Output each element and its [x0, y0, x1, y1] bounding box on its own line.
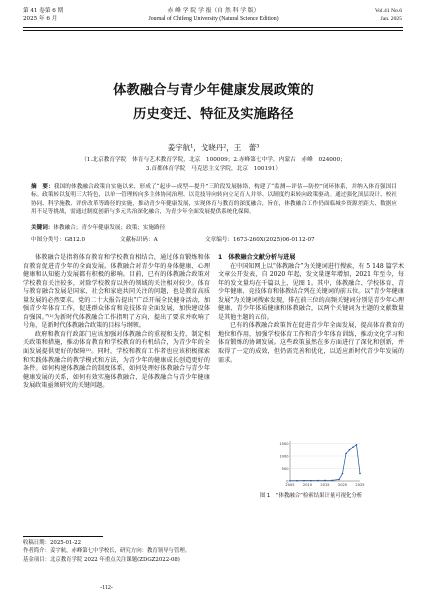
- x-tick-label: 2010: [302, 483, 313, 487]
- footnote-rule: [23, 536, 103, 537]
- y-tick-label: 1000: [279, 454, 289, 459]
- data-point: [303, 480, 305, 482]
- affiliation-line-2: 3.首都体育学院 马克思主义学院，北京 100191）: [145, 166, 282, 172]
- affiliation-line-1: （1.北京教育学院 体育与艺术教育学院，北京 100009；2.赤峰第七中学，内蒙古 赤峰 024000；: [81, 157, 346, 163]
- received-date: 收稿日期：2025-01-22: [23, 540, 82, 546]
- title-line-1: 体教融合与青少年健康发展政策的: [113, 83, 314, 98]
- abstract-label: 摘 要：: [31, 184, 54, 190]
- data-point: [310, 480, 312, 482]
- page-number: -112-: [100, 585, 113, 591]
- y-tick-label: 0: [286, 479, 289, 484]
- header-journal-cn: 赤 峰 学 院 学 报（自 然 科 学 版）: [167, 8, 260, 14]
- y-tick-label: 1500: [279, 441, 289, 446]
- figure-1-chart: [276, 437, 365, 489]
- authors: 姜宇航¹，戈晓丹²，王 蕾³: [167, 143, 260, 152]
- data-point: [342, 473, 344, 475]
- header-date: 2025 年 6 月: [23, 16, 58, 22]
- header-volume: 第 41 卷第 6 期: [23, 8, 64, 14]
- data-point: [317, 480, 319, 482]
- author-bio: 作者简介：姜宇航，赤峰第七中学校长，研究方向：教育领导与管理。: [23, 548, 191, 555]
- x-tick-label: 2020: [337, 483, 348, 487]
- fund-project: 基金项目：北京教育学院 2022 年重点关注课题(ZDGZ2022-08): [23, 556, 180, 563]
- data-point: [356, 444, 358, 446]
- header-volume-en: Vol.41 No.6: [374, 8, 402, 14]
- data-point: [338, 479, 340, 481]
- keywords-text: 体教融合；青少年健康发展；政策；实施路径: [53, 225, 166, 231]
- data-point: [324, 480, 326, 482]
- header-rule: [23, 27, 403, 28]
- abstract: [31, 183, 397, 216]
- data-point: [352, 446, 354, 448]
- x-tick-label: 2025: [355, 483, 365, 487]
- abstract-text: 我国的体教融合政策自实施以来，形成了“起步—成型—提升”三阶段发展脉络，构建了“监测—评估—防控”闭环体系，并纳入体育强国目标。政策转以复明三大特色，以单一管理转向多主体协同治理、以竞技导向转向立足育人并举、以制度约束转向政策驱动。通过强化顶层设计、校社协同、科学施教、评价改革等路径的实施，推动青少年健康发展，实现体育与教育的深度融合，旨在，体教融合工作仍面临城乡资源差距大、数据应用不足等挑战，需通过制度创新与多元共治深化融合，为青少年全面发展提供系统化保障。: [31, 184, 397, 215]
- data-point: [289, 480, 291, 482]
- data-point: [331, 480, 333, 482]
- header-rule-thin: [23, 30, 403, 31]
- clc-number: 中图分类号：G812.0: [31, 237, 86, 243]
- section-heading: 1 体教融合文献分析与进展: [218, 254, 296, 261]
- data-point: [349, 449, 351, 451]
- body-paragraph: 在中国知网上以“体教融合”为关键词进行搜索，有 5 148 篇学术文章公开发表，自 2020 年起，发文量逐年增加，2021 年至今，每年的发文量均在千篇以上，见图 1。其中，体教融合、学校体育、青少年健康、竞技体育和体教结合列在关键词的前五位。以“青少年健康发展”为关键词搜索发现，排在前三位的高频关键词分别是青少年心理健康、青少年体质健康和体教融合，以两个关键词为主题的文献数量是其他主题的五倍。: [218, 262, 404, 321]
- figure-caption: 图 1 “体教融合”检索结果计量可视化分析: [259, 493, 363, 499]
- body-paragraph: 政府和教育行政部门应该加强对体教融合的重视和支持，制定相关政策和措施，推动体育教育和学校教育的有机结合，为青少年的全面发展提供更好的保障⁽²⁾。同时，学校和教育工作者也应该积极探索和实践体教融合的教学模式和方法，为青少年的健康成长创造更好的条件。如何构建体教融合的制度体系，如何处理好体教融合与青少年健康发展的关系，如何有效实施体教融合，是体教融合与青少年健康发展政策亟须研究的关键问题。: [23, 330, 210, 390]
- body-paragraph: 已有的体教融合政策旨在促进青少年全面发展，提高体育教育的地位和作用，加强学校体育工作和青少年体育训练，推动文化学习和体育锻炼的协调发展。这些政策虽然在多方面进行了深化和创新，并取得了一定的成效，但仍需完善和优化，以适应新时代青少年发展的需求。: [218, 322, 404, 364]
- y-tick-label: 500: [281, 466, 289, 471]
- data-point: [359, 473, 361, 475]
- footnote: [23, 539, 209, 564]
- body-paragraph: 体教融合是指将体育教育和学校教育相结合，通过体育锻炼和体育教育促进青少年的全面发展。体教融合对青少年的身体健康、心理健康和认知能力发展都有积极的影响。目前，已有的体教融合政策对学校教育关注较多，对除学校教育以外的领域的关注相对较少。体育与教育融合发展是国家、社会和家庭共同关注的问题，也是教育高质量发展的必然要求。党的二十大报告提出“广泛开展全民健身活动，加强青少年体育工作，促进群众体育和竞技体育全面发展，加快建设体育强国。”⁽¹⁾为新时代体教融合工作指明了方向，提出了要求并吹响了号角，是新时代体教融合政策的目标与纲领。: [23, 254, 210, 330]
- right-column: [218, 254, 404, 365]
- header-journal-en: Journal of Chifeng University (Natural Science Edition): [148, 16, 279, 22]
- keywords: [31, 224, 397, 232]
- data-point: [345, 453, 347, 455]
- x-tick-label: 2005: [285, 483, 295, 487]
- title-line-2: 历史变迁、特征及实施路径: [133, 107, 294, 122]
- article-number: 文章编号：1673-260X(2025)06-0112-07: [205, 237, 315, 243]
- data-point: [296, 480, 298, 482]
- running-header: [0, 0, 427, 46]
- keywords-label: 关键词：: [31, 225, 54, 231]
- document-code: 文献标识码：A: [120, 237, 158, 243]
- header-date-en: Jan. 2025: [380, 16, 402, 22]
- left-column: [23, 254, 210, 391]
- x-tick-label: 2015: [320, 483, 330, 487]
